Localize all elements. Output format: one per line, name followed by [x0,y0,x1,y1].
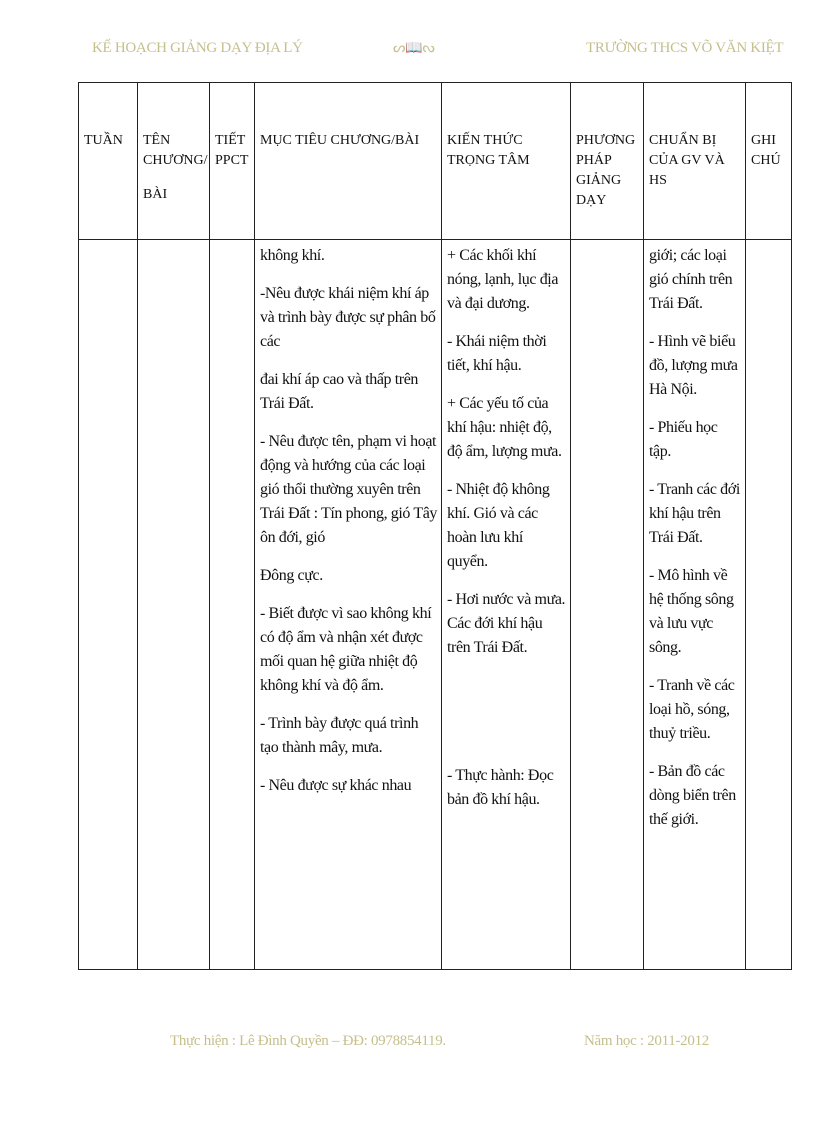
col-header-muc-tieu: MỤC TIÊU CHƯƠNG/BÀI [255,83,442,240]
cell-tiet [210,240,255,970]
cell-ghi-chu [746,240,792,970]
chuan-bi-item: - Phiếu học tập. [649,419,718,460]
muc-tieu-item: -Nêu được khái niệm khí áp và trình bày được sự phân bố các [260,285,436,350]
footer-school-year: Năm học : 2011-2012 [584,1033,709,1049]
table-row [79,240,792,970]
header-title: KẾ HOẠCH GIẢNG DẠY ĐỊA LÝ [92,40,303,56]
table-header-row [79,83,792,240]
col-header-tiet: TIẾT PPCT [210,83,255,240]
chuan-bi-item: - Hình vẽ biểu đồ, lượng mưa Hà Nội. [649,333,738,398]
lesson-plan-table [78,82,792,970]
col-header-kien-thuc: KIẾN THỨC TRỌNG TÂM [442,83,571,240]
chuan-bi-item: - Tranh về các loại hồ, sóng, thuỷ triều. [649,677,735,742]
muc-tieu-item: Đông cực. [260,567,323,584]
cell-phuong-phap [571,240,644,970]
chuan-bi-item: - Tranh các đới khí hậu trên Trái Đất. [649,481,740,546]
col-header-phuong-phap: PHƯƠNG PHÁP GIẢNG DẠY [571,83,644,240]
muc-tieu-item: - Nêu được tên, phạm vi hoạt động và hướng của các loại gió thổi thường xuyên trên Trái Đất : Tín phong, gió Tây ôn đới, gió [260,433,437,546]
chuan-bi-item: - Mô hình về hệ thống sông và lưu vực sông. [649,567,734,656]
muc-tieu-item: - Biết được vì sao không khí có độ ẩm và nhận xét được mối quan hệ giữa nhiệt độ không khí và độ ẩm. [260,605,432,694]
header-school: TRƯỜNG THCS VÕ VĂN KIỆT [586,40,784,56]
muc-tieu-item: không khí. [260,247,325,264]
kien-thuc-item: - Hơi nước và mưa. Các đới khí hậu trên Trái Đất. [447,591,566,656]
col-header-ghi-chu: GHI CHÚ [746,83,792,240]
cell-ten-chuong [138,240,210,970]
col-header-chuan-bi: CHUẨN BỊ CỦA GV VÀ HS [644,83,746,240]
kien-thuc-item: + Các yếu tố của khí hậu: nhiệt độ, độ ẩm, lượng mưa. [447,395,562,460]
footer-author: Thực hiện : Lê Đình Quyền – ĐĐ: 0978854119. [170,1033,446,1049]
kien-thuc-item: - Khái niệm thời tiết, khí hậu. [447,333,547,374]
kien-thuc-item: - Nhiệt độ không khí. Gió và các hoàn lưu khí quyển. [447,481,550,570]
muc-tieu-item: - Trình bày được quá trình tạo thành mây, mưa. [260,715,419,756]
col-header-tuan: TUẦN [79,83,138,240]
chuan-bi-item: giới; các loại gió chính trên Trái Đất. [649,247,733,312]
muc-tieu-item: - Nêu được sự khác nhau [260,777,412,794]
cell-chuan-bi [644,240,746,970]
kien-thuc-item: + Các khối khí nóng, lạnh, lục địa và đại dương. [447,247,559,312]
kien-thuc-item: - Thực hành: Đọc bản đồ khí hậu. [447,767,554,808]
cell-muc-tieu [255,240,442,970]
cell-kien-thuc [442,240,571,970]
chuan-bi-item: - Bản đồ các dòng biển trên thế giới. [649,763,736,828]
col-header-ten-chuong: TÊN CHƯƠNG/ BÀI [138,83,210,240]
header-ornament: ᔕ📖ᔓ [393,41,435,56]
cell-tuan [79,240,138,970]
muc-tieu-item: đai khí áp cao và thấp trên Trái Đất. [260,371,419,412]
